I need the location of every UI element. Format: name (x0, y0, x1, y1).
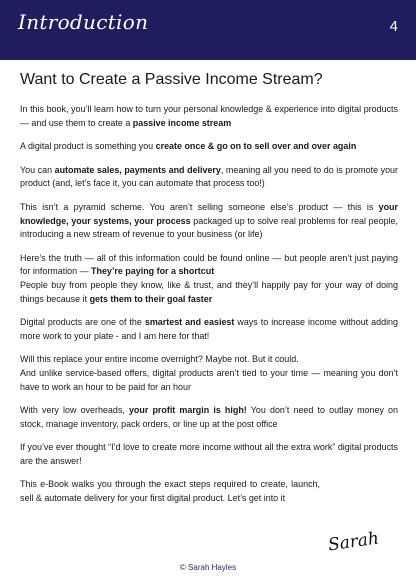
bold-text: gets them to their goal faster (89, 293, 213, 304)
signature: Sarah (326, 528, 381, 556)
paragraph-3 (20, 164, 398, 191)
text-run: ways to increase income without adding more work to your plate - and I am here for that! (20, 317, 398, 341)
bold-text: create once & go on to sell over and over again (155, 141, 357, 152)
paragraph-7 (20, 353, 398, 394)
paragraph-1 (20, 103, 398, 130)
text-run: This e-Book walks you through the exact steps required to create, launch, sell & automate delivery for your first digital product. Let’s get into it (20, 479, 320, 504)
text-run: In this book, you’ll learn how to turn your personal knowledge & experience into digital products — and use them to create a (20, 104, 398, 128)
text-run: With very low overheads, (20, 405, 129, 416)
text-run: Will this replace your entire income overnight? Maybe not. But it could. (20, 354, 299, 365)
bold-text: smartest and easiest (144, 317, 235, 328)
paragraph-8 (20, 404, 398, 431)
page-content (20, 70, 398, 516)
paragraph-4 (20, 201, 398, 242)
page-number: 4 (389, 18, 398, 35)
bold-text: They’re paying for a shortcut (91, 266, 215, 277)
paragraph-5 (20, 252, 398, 306)
section-title: Introduction (18, 10, 149, 34)
text-run: You don’t need to outlay money on stock, manage inventory, pack orders, or line up at the post office (20, 405, 398, 429)
text-run: Digital products are one of the (20, 317, 145, 328)
bold-text: your knowledge, your systems, your process (20, 201, 398, 226)
text-run: packaged up to solve real problems for real people, introducing a new stream of revenue to your business (or life) (20, 215, 398, 240)
text-run: Here’s the truth — all of this information could be found online — but people aren’t just paying for information — (20, 252, 398, 277)
paragraph-2 (20, 140, 398, 154)
header-banner (0, 0, 416, 60)
paragraph-9 (20, 441, 398, 468)
text-run: A digital product is something you (20, 141, 156, 152)
page-heading: Want to Create a Passive Income Stream? (20, 71, 323, 88)
bold-text: automate sales, payments and delivery (54, 164, 221, 175)
text-run: You can (20, 164, 55, 175)
text-run: This isn’t a pyramid scheme. You aren’t selling someone else’s product — this is (20, 201, 379, 212)
paragraph-10 (20, 478, 320, 505)
footer-copyright: © Sarah Hayles (179, 563, 237, 572)
text-run: , meaning all you need to do is promote your product (and, let’s face it, you can automate that process too!) (20, 164, 398, 189)
text-run: People buy from people they know, like & trust, and they’ll happily pay for your way of doing things because it (20, 279, 398, 304)
bold-text: passive income stream (132, 117, 232, 128)
text-run: If you’ve ever thought “I’d love to create more income without all the extra work” digital products are the answer! (20, 442, 398, 466)
paragraph-6 (20, 316, 398, 343)
text-run: And unlike service-based offers, digital products aren’t tied to your time — meaning you don’t have to work an hour to be paid for an hour (20, 367, 398, 392)
bold-text: your profit margin is high! (128, 405, 247, 416)
